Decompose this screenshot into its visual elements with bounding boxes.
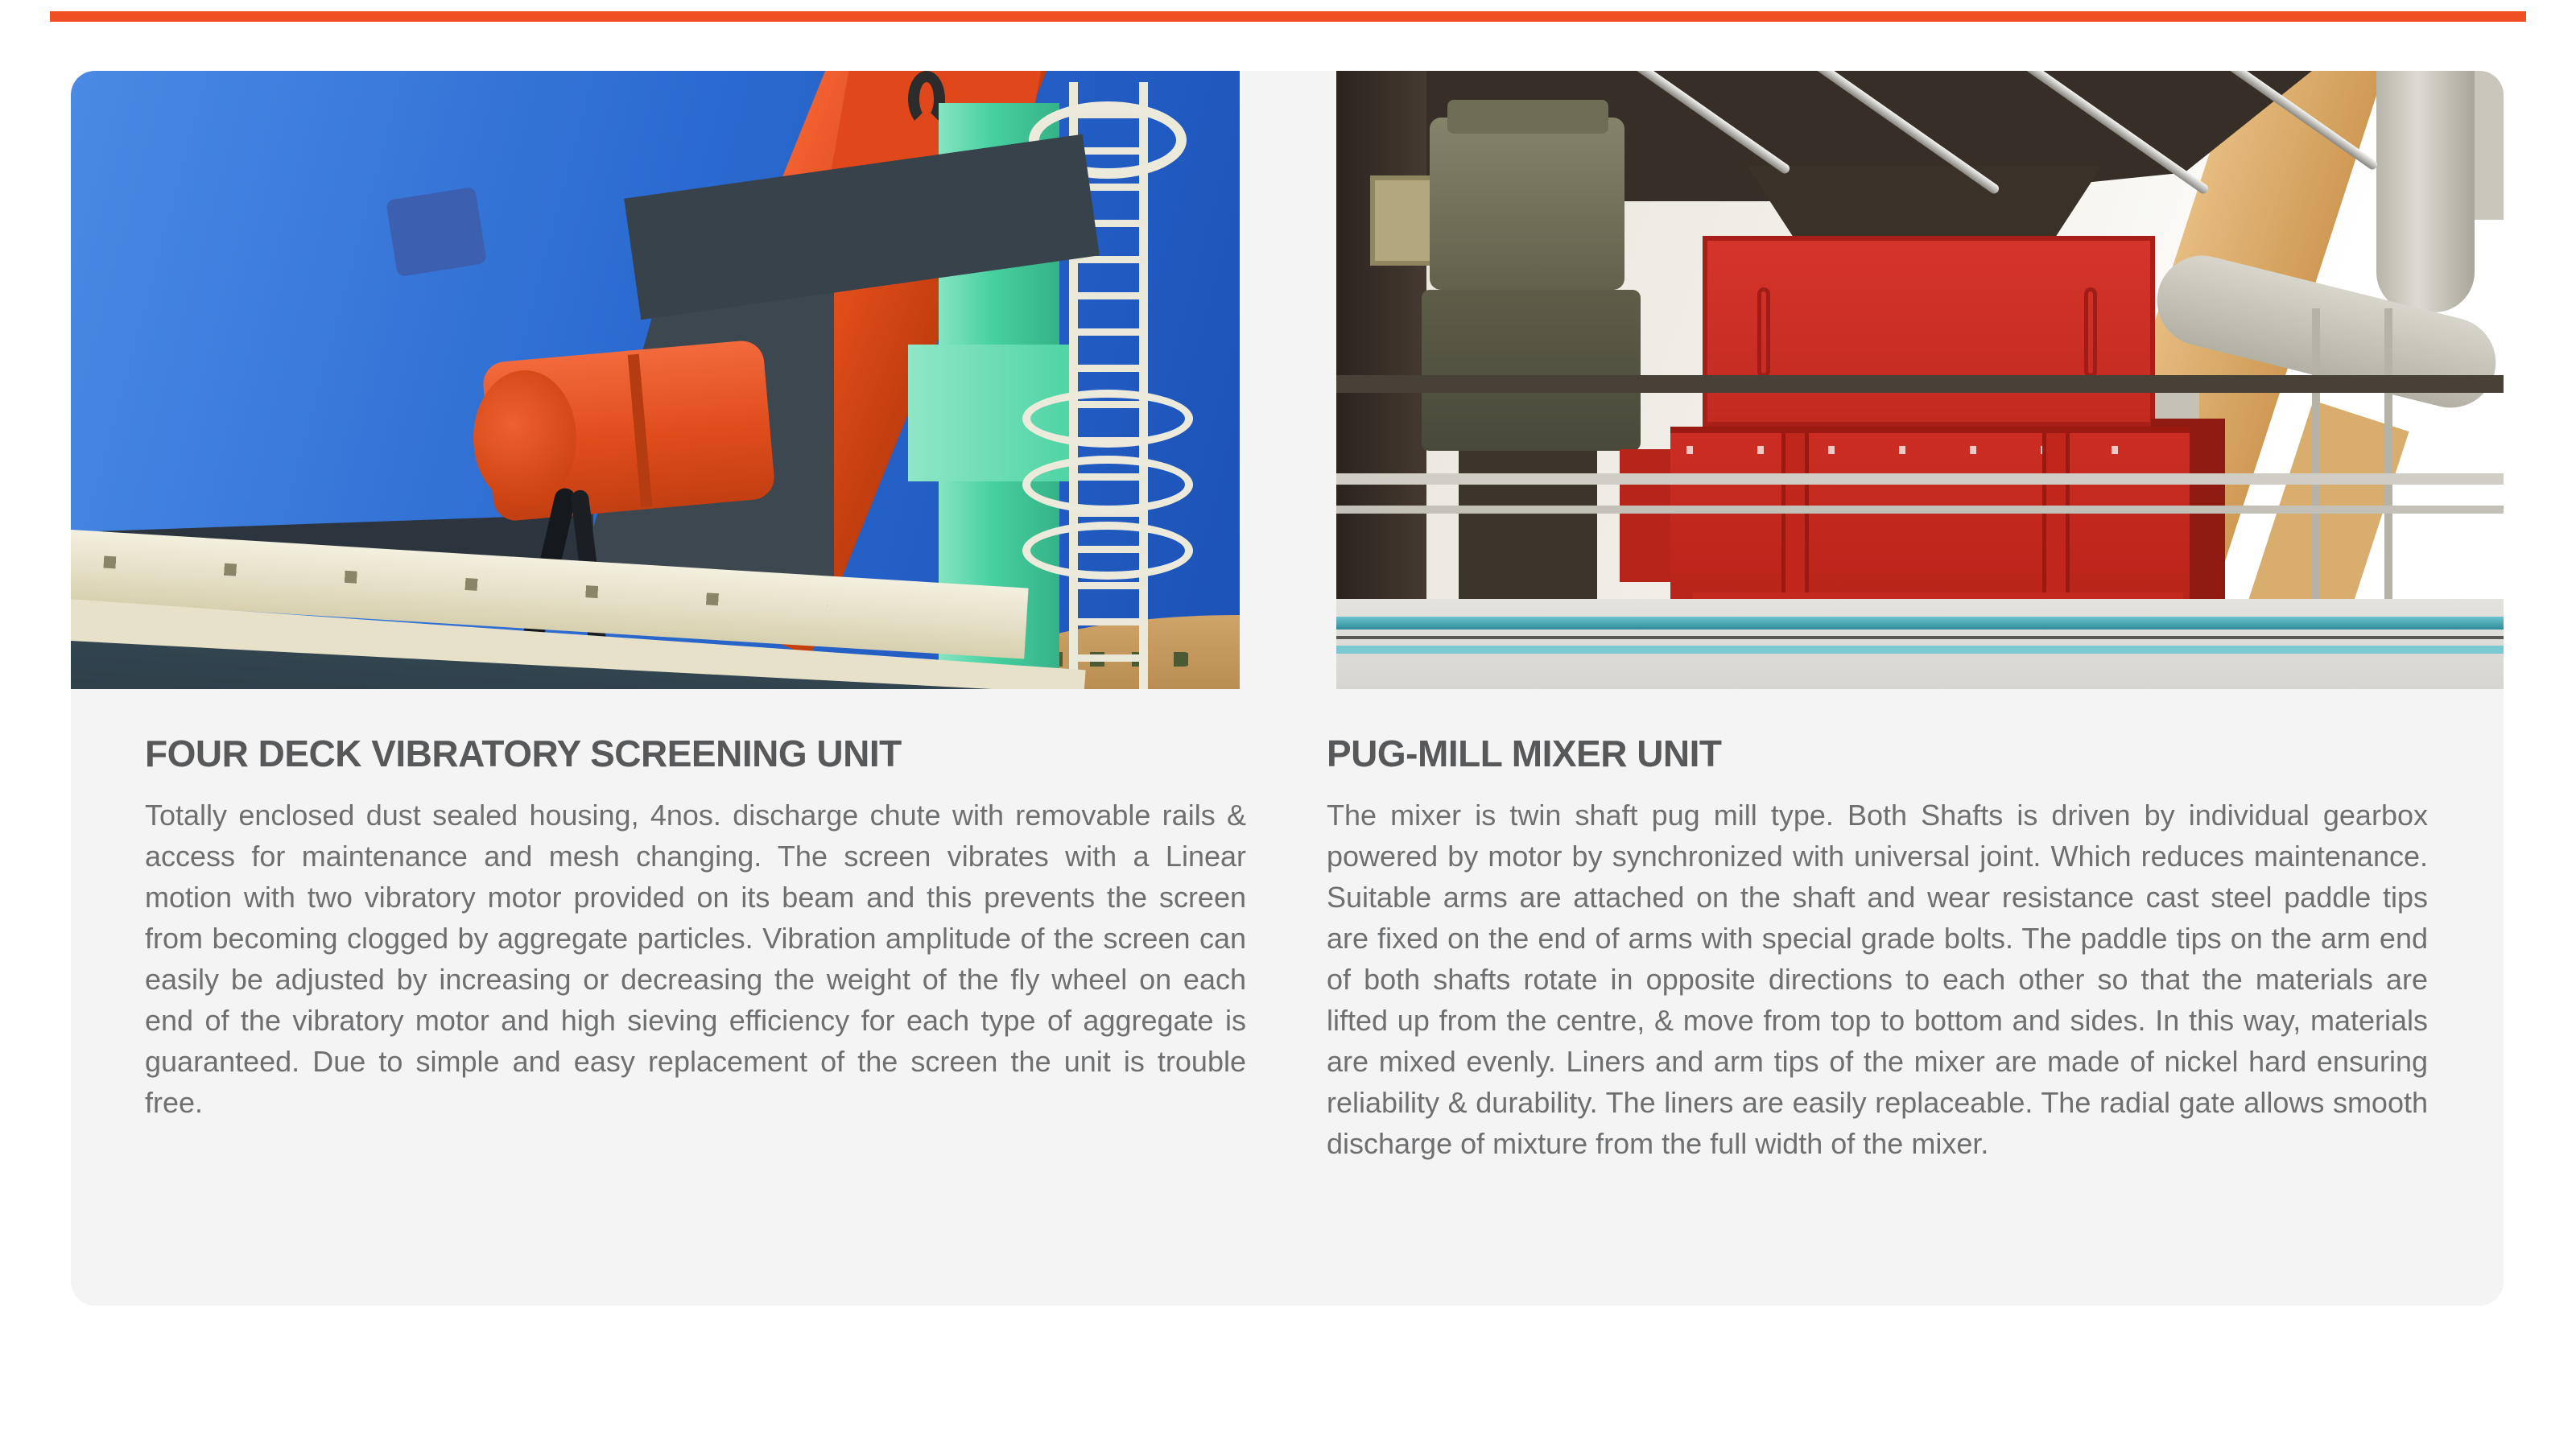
teal-pipe [1336,617,2504,630]
floor-line [1336,636,2504,639]
bolt-row [1686,446,2169,454]
content-card [71,71,2504,1306]
gearbox [1422,290,1641,451]
door-handle [1757,287,1770,378]
mixer-hopper [1703,236,2155,427]
section-mixer-unit [1327,733,2428,1164]
mixer-side-bracket [1620,449,1671,582]
section-body: The mixer is twin shaft pug mill type. Both Shafts is driven by individual gearbox powered by motor by synchronized with universal joint. Which reduces maintenance. Suitable arms are attached on the shaft and wear resistance cast steel paddle tips are fixed on the end of arms with special grade bolts. The paddle tips on the arm end of both shafts rotate in opposite directions to each other so that the materials are lifted up from the centre, & move from top to bottom and sides. In this way, materials are mixed evenly. Liners and arm tips of the mixer are made of nickel hard ensuring reliability & durability. The liners are easily replaceable. The radial gate allows smooth discharge of mixture from the full width of the mixer. [1327,798,2428,1160]
drive-motor [1430,118,1624,290]
vibratory-motor-cap [473,370,576,506]
section-screening-unit [145,733,1246,1123]
top-accent-bar [50,11,2526,22]
screening-unit-photo [71,71,1240,689]
platform-floor [1336,599,2504,689]
ladder-cage-hoop [1022,390,1193,448]
section-title: PUG-MILL MIXER UNIT [1327,733,1722,774]
ladder-cage-hoop [1022,456,1193,514]
ladder-cage-hoop [1022,522,1193,580]
section-title: FOUR DECK VIBRATORY SCREENING UNIT [145,733,902,774]
railing-bar [1336,506,2504,514]
teal-pipe [1336,646,2504,654]
railing-bar [1336,473,2504,485]
mixer-unit-photo [1336,71,2504,689]
drive-motor-cap [1447,100,1608,134]
door-handle [2084,287,2097,378]
section-body: Totally enclosed dust sealed housing, 4nos. discharge chute with removable rails & access for maintenance and mesh changing. The screen vibrates with a Linear motion with two vibratory motor provided on its beam and this prevents the screen from becoming clogged by aggregate particles. Vibration amplitude of the screen can easily be adjusted by increasing or decreasing the weight of the fly wheel on each end of the vibratory motor and high sieving efficiency for each type of aggregate is guaranteed. Due to simple and easy replacement of the screen the unit is trouble free. [145,798,1246,1119]
handrail [1336,375,2504,393]
vertical-pipe [2376,71,2475,312]
small-blue-motor [386,187,487,277]
